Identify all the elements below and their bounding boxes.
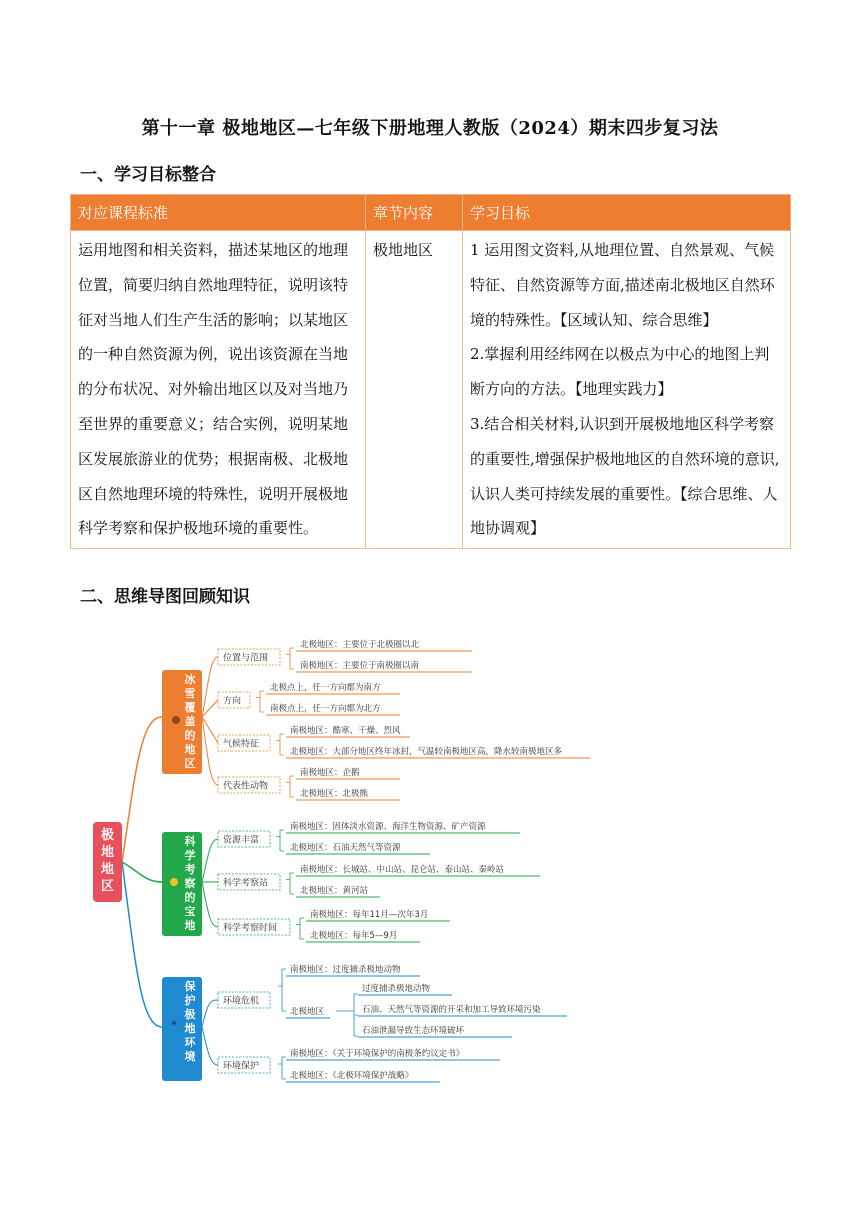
node-0-label: 位置与范围: [223, 653, 269, 664]
goal-item: 2.掌握利用经纬网在以极点为中心的地图上判断方向的方法。【地理实践力】: [470, 345, 770, 399]
header-standard: 对应课程标准: [71, 195, 366, 231]
mind-map: [90, 627, 610, 1097]
node-protect-label: 环境保护: [223, 1061, 260, 1072]
mindmap-leaf: 过度捕杀极地动物: [362, 984, 431, 994]
cell-standard: 运用地图和相关资料，描述某地区的地理位置，简要归纳自然地理特征，说明该特征对当地人们生产生活的影响；以某地区的一种自然资源为例，说出该资源在当地的分布状况、对外输出地区以及对当地乃至世界的重要意义；结合实例，说明某地区发展旅游业的优势；根据南极、北极地区自然地理环境的特殊性，说明开展极地科学考察和保护极地环境的重要性。: [71, 231, 366, 549]
mindmap-root-label: 极地地区: [100, 828, 115, 894]
learning-goals-table: [70, 194, 791, 549]
branch-protect-label: 保护极地环境: [184, 980, 196, 1063]
node-r2-label: 科学考察时间: [223, 923, 278, 934]
branch-research-label: 科学考察的宝地: [184, 835, 196, 932]
mindmap-leaf: 北极地区: [290, 1007, 325, 1017]
mindmap-leaf: 北极点上，任一方向都为南方: [270, 683, 381, 693]
mindmap-leaf: 南极地区：每年11月—次年3月: [310, 910, 429, 920]
mindmap-leaf: 北极地区：《北极环境保护战略》: [290, 1071, 414, 1081]
header-goals: 学习目标: [463, 195, 791, 231]
svg-text:✶: ✶: [169, 1017, 179, 1030]
branch-ice-covered-label: 冰雪覆盖的地区: [184, 673, 196, 770]
section-heading-mindmap: 二、思维导图回顾知识: [80, 587, 250, 607]
mindmap-leaf: 南极地区：固体淡水资源、海洋生物资源、矿产资源: [290, 822, 486, 832]
table-row: [71, 231, 791, 549]
mindmap-leaf: 北极地区：每年5—9月: [310, 931, 398, 941]
node-crisis-label: 环境危机: [223, 996, 260, 1007]
mindmap-leaf: 南极地区：酷寒、干燥、烈风: [290, 726, 401, 736]
mindmap-leaf: 北极地区：大部分地区终年冰封，气温较南极地区高，降水较南极地区多: [290, 747, 563, 757]
goal-item: 1 运用图文资料,从地理位置、自然景观、气候特征、自然资源等方面,描述南北极地区自然环境的特殊性。【区域认知、综合思维】: [470, 241, 775, 329]
section-heading-goals: 一、学习目标整合: [80, 165, 216, 185]
mindmap-leaf: 南极地区：主要位于南极圈以南: [300, 661, 420, 671]
cell-chapter: 极地地区: [366, 231, 463, 549]
node-3-label: 代表性动物: [223, 781, 269, 792]
document-title: 第十一章 极地地区—七年级下册地理人教版（2024）期末四步复习法: [141, 118, 719, 139]
mindmap-leaf: 南极点上，任一方向都为北方: [270, 704, 381, 714]
mindmap-leaf: 南极地区：《关于环境保护的南极条约议定书》: [290, 1049, 465, 1059]
mindmap-leaf: 北极地区：黄河站: [300, 886, 369, 896]
mindmap-leaf: 南极地区：过度捕杀极地动物: [290, 965, 401, 975]
mindmap-leaf: 北极地区：石油天然气等资源: [290, 843, 401, 853]
mindmap-leaf: 北极地区：主要位于北极圈以北: [300, 640, 420, 650]
branch-ice-covered: [162, 670, 202, 774]
node-r1-label: 科学考察站: [223, 878, 269, 889]
branch-research: [162, 832, 202, 936]
table-header-row: [71, 195, 791, 231]
goal-item: 3.结合相关材料,认识到开展极地地区科学考察的重要性,增强保护极地地区的自然环境的意识,认识人类可持续发展的重要性。【综合思维、人地协调观】: [470, 414, 780, 538]
mindmap-leaf: 北极地区：北极熊: [300, 789, 369, 799]
node-r0-label: 资源丰富: [223, 835, 260, 846]
node-1-label: 方向: [223, 696, 242, 707]
mindmap-leaf: 南极地区：长城站、中山站、昆仑站、泰山站、秦岭站: [300, 865, 505, 875]
header-chapter: 章节内容: [366, 195, 463, 231]
mindmap-leaf: 石油泄漏导致生态环境破坏: [362, 1026, 465, 1036]
mindmap-leaf: 南极地区：企鹅: [300, 768, 360, 778]
node-2-label: 气候特征: [223, 739, 260, 750]
cell-goals: [463, 231, 791, 549]
mindmap-leaf: 石油、天然气等资源的开采和加工导致环境污染: [362, 1005, 541, 1015]
branch-protect: [162, 977, 202, 1081]
